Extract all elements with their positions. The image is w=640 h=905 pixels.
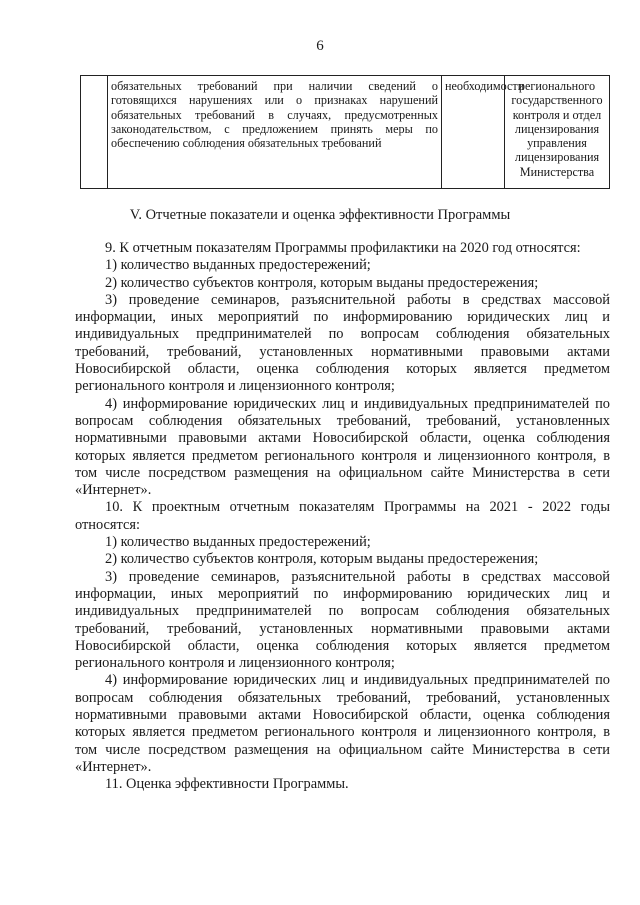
- body-text: [75, 240, 610, 794]
- table-cell-measure: обязательных требований при наличии сведений о готовящихся нарушениях или о признаках нарушений обязательных требований в случаях, предусмотренных законодательством, с предложением принять меры по обеспечению соблюдения обязательных требований: [108, 76, 442, 189]
- measures-table-continuation: [80, 75, 610, 189]
- paragraph-9-item-3: 3) проведение семинаров, разъяснительной работы в средствах массовой информации, иных мероприятий по информированию юридических лиц и индивидуальных предпринимателей по вопросам соблюдения обязательных требований, требований, установленных нормативными правовыми актами Новосибирской области, оценка соблюдения которых является предметом регионального контроля и лицензионного контроля;: [75, 291, 610, 395]
- paragraph-10-item-1: 1) количество выданных предостережений;: [105, 534, 371, 551]
- paragraph-10: 10. К проектным отчетным показателям Программы на 2021 - 2022 годы относятся:: [75, 499, 610, 533]
- table-cell-responsible: регионального государственного контроля и отдел лицензирования управления лицензирования Министерства: [505, 76, 610, 189]
- page-number: 6: [316, 38, 324, 54]
- paragraph-9: 9. К отчетным показателям Программы профилактики на 2020 год относятся:: [105, 240, 581, 256]
- paragraph-10-item-3: 3) проведение семинаров, разъяснительной работы в средствах массовой информации, иных мероприятий по информированию юридических лиц и индивидуальных предпринимателей по вопросам соблюдения обязательных требований, требований, установленных нормативными правовыми актами Новосибирской области, оценка соблюдения которых является предметом регионального контроля и лицензионного контроля;: [75, 568, 610, 672]
- table-cell-term: необходимости: [442, 76, 505, 189]
- paragraph-9-item-2: 2) количество субъектов контроля, которым выданы предостережения;: [105, 274, 539, 291]
- table-cell-number: [81, 76, 108, 189]
- paragraph-10-item-2: 2) количество субъектов контроля, которым выданы предостережения;: [105, 551, 539, 568]
- table-row: [81, 76, 610, 189]
- paragraph-10-item-4: 4) информирование юридических лиц и индивидуальных предпринимателей по вопросам соблюдения обязательных требований, требований, установленных нормативными правовыми актами Новосибирской области, оценка соблюдения которых является предметом регионального контроля и лицензионного контроля, в том числе посредством размещения на официальном сайте Министерства в сети «Интернет».: [75, 672, 610, 775]
- paragraph-9-item-4: 4) информирование юридических лиц и индивидуальных предпринимателей по вопросам соблюдения обязательных требований, требований, установленных нормативными правовыми актами Новосибирской области, оценка соблюдения которых является предметом регионального контроля и лицензионного контроля, в том числе посредством размещения на официальном сайте Министерства в сети «Интернет».: [75, 395, 610, 499]
- section-heading: V. Отчетные показатели и оценка эффективности Программы: [129, 207, 511, 223]
- paragraph-9-item-1: 1) количество выданных предостережений;: [105, 257, 371, 274]
- paragraph-11: 11. Оценка эффективности Программы.: [105, 776, 349, 793]
